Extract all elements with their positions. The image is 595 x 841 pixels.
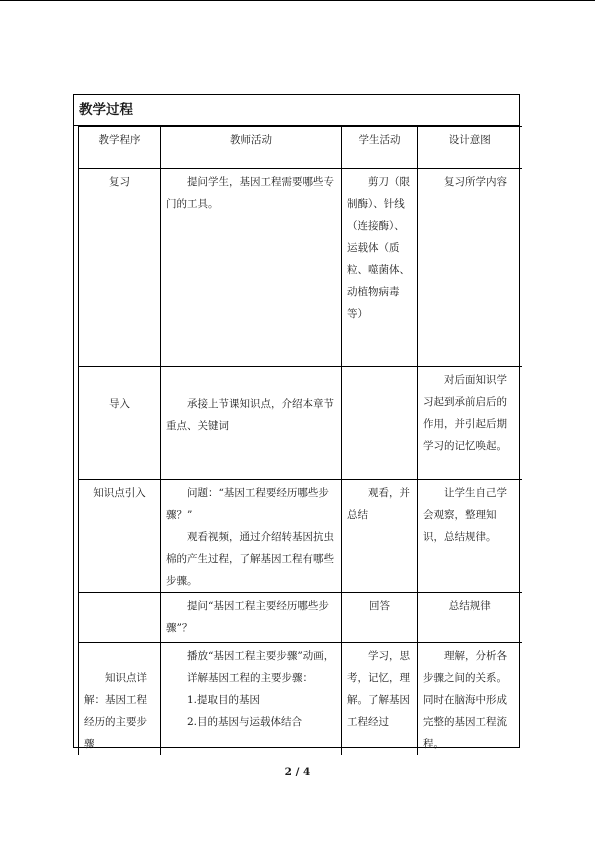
- row-student: 剪刀（限制酶）、针线（连接酶）、运载体（质粒、噬菌体、动植物病毒等）: [342, 169, 418, 367]
- row-intent: 复习所学内容: [418, 169, 522, 367]
- teaching-process-box: [73, 94, 520, 748]
- row-intent: 总结规律: [418, 593, 522, 643]
- header-student: 学生活动: [342, 127, 418, 169]
- row-student: [342, 367, 418, 480]
- table-row: [79, 480, 522, 593]
- row-stage: [79, 593, 161, 643]
- section-title: 教学过程: [74, 95, 519, 126]
- row-teacher: 播放“基因工程主要步骤”动画， 详解基因工程的主要步骤： 1.提取目的基因 2.目的基因与运载体结合: [161, 643, 342, 756]
- row-teacher: 承接上节课知识点，介绍本章节重点、关键词: [161, 367, 342, 480]
- row-teacher: 问题：“基因工程要经历哪些步骤？” 观看视频，通过介绍转基因抗虫棉的产生过程，了解基因工程有哪些步骤。: [161, 480, 342, 593]
- row-student: 回答: [342, 593, 418, 643]
- row-intent: 对后面知识学习起到承前启后的作用，并引起后期学习的记忆唤起。: [418, 367, 522, 480]
- row-intent: 让学生自己学会观察，整理知识，总结规律。: [418, 480, 522, 593]
- row-teacher: 提问学生，基因工程需要哪些专门的工具。: [161, 169, 342, 367]
- row-intent: 理解，分析各步骤之间的关系。同时在脑海中形成完整的基因工程流程。: [418, 643, 522, 756]
- header-teacher: 教师活动: [161, 127, 342, 169]
- table-row: [79, 593, 522, 643]
- row-stage: 导入: [79, 367, 161, 480]
- table-row: [79, 367, 522, 480]
- row-student: 观看，并总结: [342, 480, 418, 593]
- table-row: [79, 169, 522, 367]
- header-rule: [0, 0, 595, 1]
- row-teacher: 提问“基因工程主要经历哪些步骤”？: [161, 593, 342, 643]
- header-row: [79, 127, 522, 169]
- table-row: [79, 643, 522, 756]
- page-number: 2 / 4: [284, 766, 311, 778]
- header-stage: 教学程序: [79, 127, 161, 169]
- process-table: [78, 126, 522, 755]
- row-stage: 知识点详解：基因工程经历的主要步骤: [79, 643, 161, 756]
- header-intent: 设计意图: [418, 127, 522, 169]
- row-student: 学习，思考，记忆，理解。了解基因工程经过: [342, 643, 418, 756]
- row-stage: 知识点引入: [79, 480, 161, 593]
- row-stage: 复习: [79, 169, 161, 367]
